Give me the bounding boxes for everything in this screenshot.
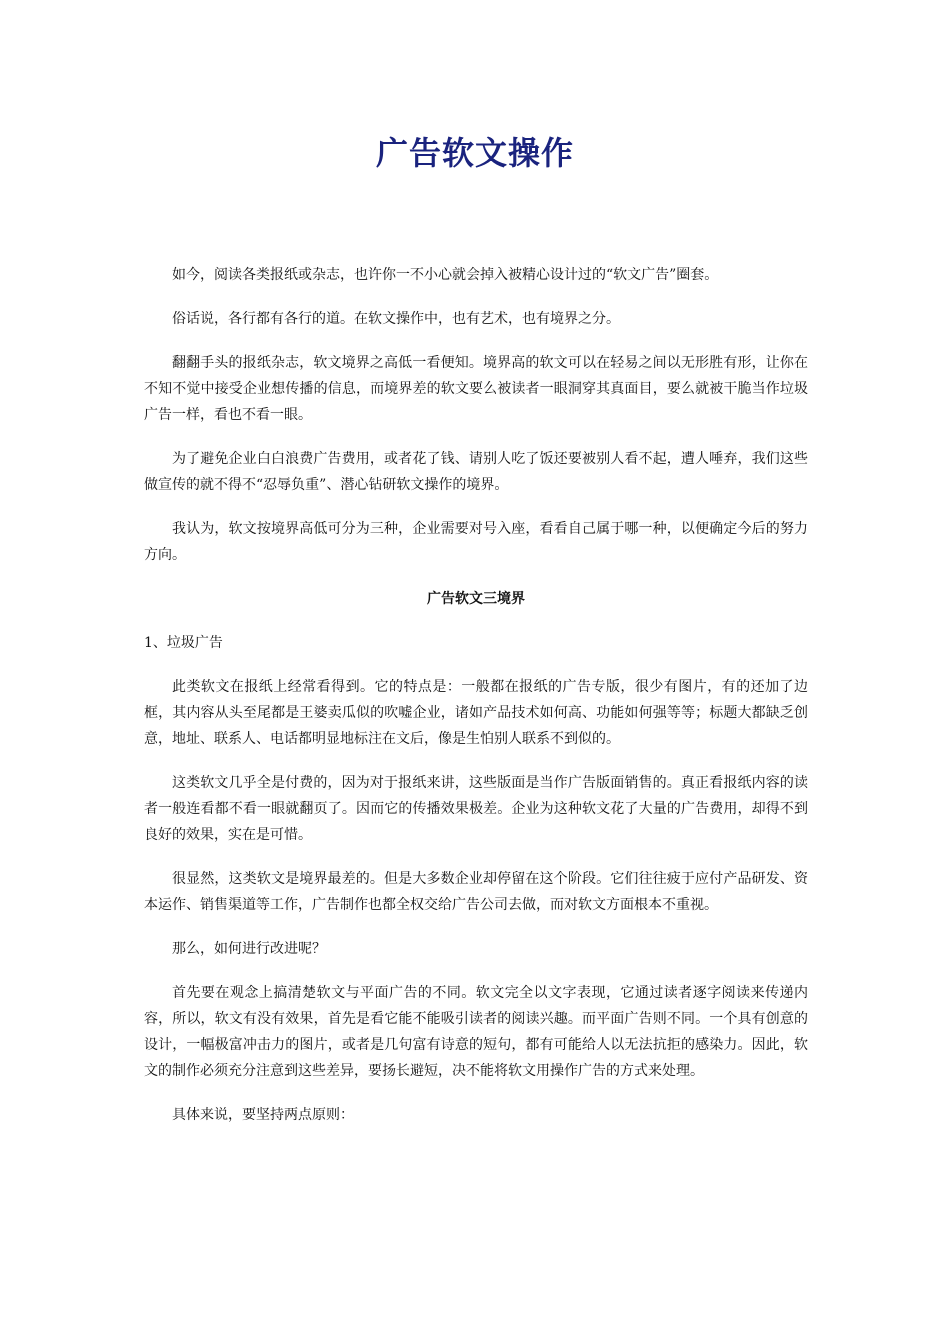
- paragraph-avoid-waste: 为了避免企业白白浪费广告费用，或者花了钱、请别人吃了饭还要被别人看不起，遭人唾弃，我们这些做宣传的就不得不“忍辱负重”、潜心钻研软文操作的境界。: [144, 451, 808, 493]
- paragraph-saying: 俗话说，各行都有各行的道。在软文操作中，也有艺术，也有境界之分。: [172, 311, 620, 327]
- paragraph-worst-level: 很显然，这类软文是境界最差的。但是大多数企业却停留在这个阶段。它们往往疲于应付产品研发、资本运作、销售渠道等工作，广告制作也都全权交给广告公司去做，而对软文方面根本不重视。: [144, 871, 808, 913]
- paragraph-paid-content: 这类软文几乎全是付费的，因为对于报纸来讲，这些版面是当作广告版面销售的。真正看报纸内容的读者一般连看都不看一眼就翻页了。因而它的传播效果极差。企业为这种软文花了大量的广告费用，却得不到良好的效果，实在是可惜。: [144, 775, 808, 843]
- paragraph-intro: 如今，阅读各类报纸或杂志，也许你一不小心就会掉入被精心设计过的“软文广告”圈套。: [172, 267, 719, 283]
- paragraph-two-principles: 具体来说，要坚持两点原则：: [172, 1107, 354, 1123]
- document-title: 广告软文操作: [375, 134, 574, 172]
- section-1-heading: 1、垃圾广告: [144, 635, 223, 651]
- paragraph-concept-difference: 首先要在观念上搞清楚软文与平面广告的不同。软文完全以文字表现，它通过读者逐字阅读来传递内容，所以，软文有没有效果，首先是看它能不能吸引读者的阅读兴趣。而平面广告则不同。一个具有创意的设计，一幅极富冲击力的图片，或者是几句富有诗意的短句，都有可能给人以无法抗拒的感染力。因此，软文的制作必须充分注意到这些差异，要扬长避短，决不能将软文用操作广告的方式来处理。: [144, 985, 808, 1079]
- paragraph-three-levels: 我认为，软文按境界高低可分为三种，企业需要对号入座，看看自己属于哪一种，以便确定今后的努力方向。: [144, 521, 808, 563]
- paragraph-browse: 翻翻手头的报纸杂志，软文境界之高低一看便知。境界高的软文可以在轻易之间以无形胜有形，让你在不知不觉中接受企业想传播的信息，而境界差的软文要么被读者一眼洞穿其真面目，要么就被干脆当作垃圾广告一样，看也不看一眼。: [144, 355, 808, 423]
- document-body: [144, 262, 808, 1146]
- paragraph-how-improve: 那么，如何进行改进呢？: [172, 941, 326, 957]
- paragraph-garbage-ad-traits: 此类软文在报纸上经常看得到。它的特点是：一般都在报纸的广告专版，很少有图片，有的还加了边框，其内容从头至尾都是王婆卖瓜似的吹嘘企业，诸如产品技术如何高、功能如何强等等；标题大都缺乏创意，地址、联系人、电话都明显地标注在文后，像是生怕别人联系不到似的。: [144, 679, 808, 747]
- section-subtitle: 广告软文三境界: [427, 591, 525, 607]
